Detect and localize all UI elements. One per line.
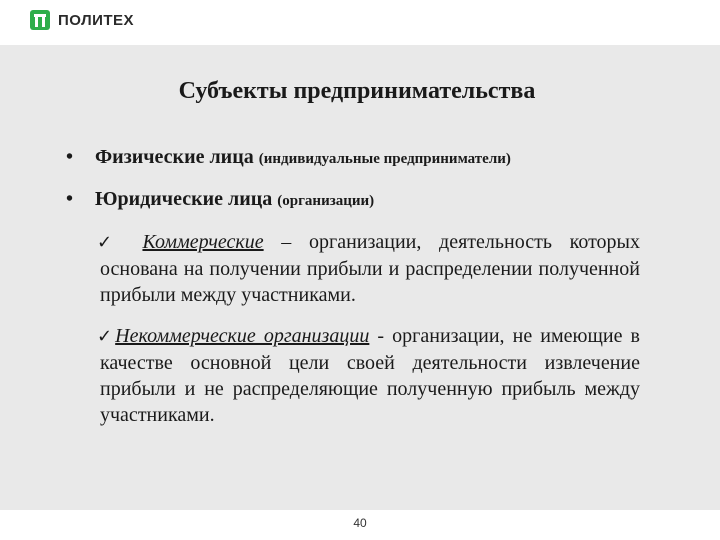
politech-logo xyxy=(30,10,134,30)
page-number: 40 xyxy=(353,516,367,530)
subitem-commercial xyxy=(97,229,640,308)
bullet-marker: • xyxy=(66,146,74,168)
bullet-individuals xyxy=(66,146,511,169)
bullet-label: Юридические лица xyxy=(95,188,273,210)
bullet-marker: • xyxy=(66,188,74,210)
bullet-note: (организации) xyxy=(277,193,375,209)
slide-title: Субъекты предпринимательства xyxy=(178,78,536,104)
subitem-text: – организации, деятельность которых основана на получении прибыли и распределении полученной прибыли между участниками. xyxy=(100,231,640,306)
checkmark-icon: ✓ xyxy=(97,326,116,347)
bullet-label: Физические лица xyxy=(95,146,254,168)
checkmark-icon: ✓ xyxy=(97,232,125,253)
subitem-term: Коммерческие xyxy=(142,231,264,253)
subitem-noncommercial xyxy=(97,323,640,428)
logo-text: ПОЛИТЕХ xyxy=(58,11,135,29)
bullet-legal-entities xyxy=(66,188,374,211)
subitem-text: - организации, не имеющие в качестве основной цели своей деятельности извлечение прибыли и не распределяющие полученную прибыль между участниками. xyxy=(100,325,640,426)
bullet-note: (индивидуальные предприниматели) xyxy=(258,151,511,167)
politech-logo-icon xyxy=(30,10,50,30)
subitem-term: Некоммерческие организации xyxy=(115,325,370,347)
